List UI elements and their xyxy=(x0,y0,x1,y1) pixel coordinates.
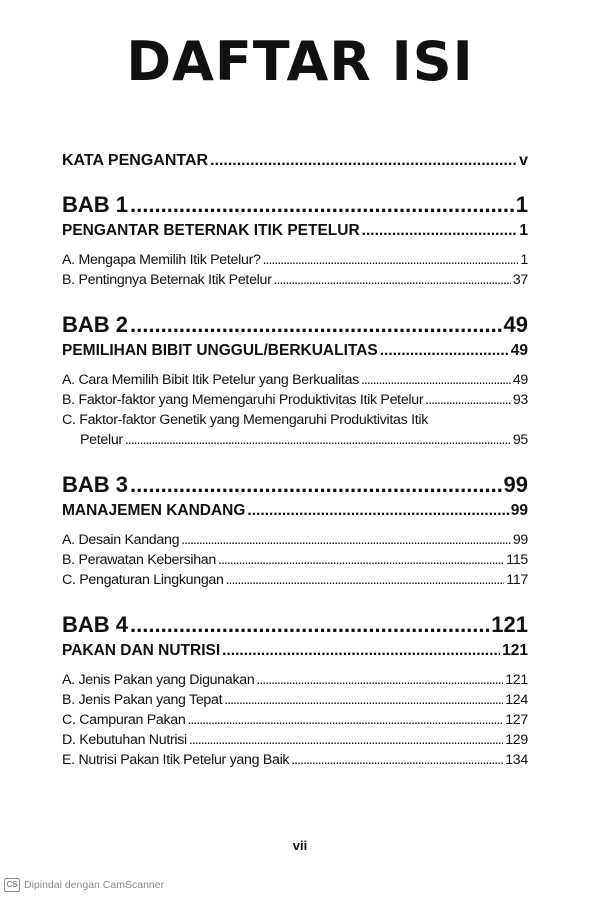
page-number: vii xyxy=(292,838,308,853)
toc-section[interactable] xyxy=(62,222,528,248)
section-label: MANAJEMEN KANDANG xyxy=(62,502,246,519)
dot-leader xyxy=(187,712,503,728)
dot-leader xyxy=(380,342,509,360)
section-label: PENGANTAR BETERNAK ITIK PETELUR xyxy=(62,222,360,239)
dot-leader xyxy=(362,222,518,240)
item-page: 95 xyxy=(512,432,528,448)
dot-leader xyxy=(263,252,519,268)
chapter-label: BAB 1 xyxy=(62,192,129,217)
toc-chapter-4[interactable] xyxy=(62,612,528,642)
toc-item[interactable] xyxy=(62,392,528,412)
dot-leader xyxy=(274,272,511,288)
item-label: B. Pentingnya Beternak Itik Petelur xyxy=(62,272,272,288)
dot-leader xyxy=(181,532,511,548)
toc-item[interactable] xyxy=(62,752,528,772)
item-page: 129 xyxy=(505,732,528,748)
dot-leader xyxy=(210,152,517,170)
dot-leader xyxy=(130,472,502,498)
toc-entry-label: KATA PENGANTAR xyxy=(62,152,209,169)
item-page: 124 xyxy=(505,692,528,708)
chapter-page: 121 xyxy=(491,612,528,637)
toc-item[interactable] xyxy=(62,372,528,392)
item-page: 1 xyxy=(520,252,528,268)
dot-leader xyxy=(224,692,503,708)
toc-section[interactable] xyxy=(62,342,528,368)
toc-item[interactable] xyxy=(62,252,528,272)
item-label-continuation: Petelur xyxy=(80,432,123,448)
item-label: C. Pengaturan Lingkungan xyxy=(62,572,224,588)
toc-item[interactable] xyxy=(62,532,528,552)
item-page: 93 xyxy=(512,392,528,408)
dot-leader xyxy=(130,312,502,338)
chapter-label: BAB 4 xyxy=(62,612,129,637)
toc-chapter-3[interactable] xyxy=(62,472,528,502)
toc-item[interactable] xyxy=(62,712,528,732)
dot-leader xyxy=(189,732,503,748)
toc-entry-kata-pengantar[interactable] xyxy=(62,152,528,178)
dot-leader xyxy=(226,572,505,588)
item-label: B. Faktor-faktor yang Memengaruhi Produktivitas Itik Petelur xyxy=(62,392,424,408)
item-label: C. Faktor-faktor Genetik yang Memengaruhi Produktivitas Itik xyxy=(62,412,429,428)
section-label: PAKAN DAN NUTRISI xyxy=(62,642,221,659)
toc-item[interactable] xyxy=(62,572,528,592)
item-page: 117 xyxy=(506,572,528,588)
page-title: DAFTAR ISI xyxy=(126,30,474,93)
item-page: 115 xyxy=(506,552,528,568)
item-page: 134 xyxy=(505,752,528,768)
item-label: A. Desain Kandang xyxy=(62,532,180,548)
dot-leader xyxy=(222,642,500,660)
camscanner-icon: CS xyxy=(4,878,20,892)
item-label: D. Kebutuhan Nutrisi xyxy=(62,732,187,748)
section-page: 1 xyxy=(519,222,528,239)
item-label: A. Mengapa Memilih Itik Petelur? xyxy=(62,252,261,268)
chapter-label: BAB 2 xyxy=(62,312,129,337)
toc-section[interactable] xyxy=(62,642,528,668)
dot-leader xyxy=(247,502,508,520)
toc-item[interactable] xyxy=(62,732,528,752)
chapter-page: 49 xyxy=(503,312,528,337)
dot-leader xyxy=(130,192,514,218)
item-label: A. Cara Memilih Bibit Itik Petelur yang Berkualitas xyxy=(62,372,359,388)
item-label: B. Perawatan Kebersihan xyxy=(62,552,216,568)
section-label: PEMILIHAN BIBIT UNGGUL/BERKUALITAS xyxy=(62,342,378,359)
chapter-label: BAB 3 xyxy=(62,472,129,497)
toc-item[interactable] xyxy=(62,552,528,572)
dot-leader xyxy=(256,672,503,688)
toc-item[interactable] xyxy=(62,672,528,692)
item-page: 99 xyxy=(512,532,528,548)
item-page: 121 xyxy=(505,672,528,688)
dot-leader xyxy=(291,752,503,768)
watermark-text: Dipindai dengan CamScanner xyxy=(24,879,165,891)
toc-item[interactable] xyxy=(62,692,528,712)
dot-leader xyxy=(218,552,504,568)
chapter-page: 99 xyxy=(503,472,528,497)
dot-leader xyxy=(425,392,511,408)
toc-chapter-1[interactable] xyxy=(62,192,528,222)
section-page: 99 xyxy=(510,502,528,519)
toc-chapter-2[interactable] xyxy=(62,312,528,342)
chapter-page: 1 xyxy=(515,192,528,217)
dot-leader xyxy=(130,612,489,638)
dot-leader xyxy=(361,372,511,388)
toc-item-continuation[interactable] xyxy=(62,432,528,452)
scanner-watermark xyxy=(4,878,164,892)
item-page: 49 xyxy=(512,372,528,388)
item-label: C. Campuran Pakan xyxy=(62,712,186,728)
item-label: E. Nutrisi Pakan Itik Petelur yang Baik xyxy=(62,752,290,768)
toc-section[interactable] xyxy=(62,502,528,528)
toc-item[interactable] xyxy=(62,412,528,432)
toc-item[interactable] xyxy=(62,272,528,292)
section-page: 121 xyxy=(502,642,528,659)
section-page: 49 xyxy=(510,342,528,359)
item-page: 127 xyxy=(505,712,528,728)
dot-leader xyxy=(125,432,511,448)
item-page: 37 xyxy=(512,272,528,288)
toc-entry-page: v xyxy=(519,152,528,169)
item-label: A. Jenis Pakan yang Digunakan xyxy=(62,672,255,688)
item-label: B. Jenis Pakan yang Tepat xyxy=(62,692,223,708)
table-of-contents xyxy=(62,152,528,772)
